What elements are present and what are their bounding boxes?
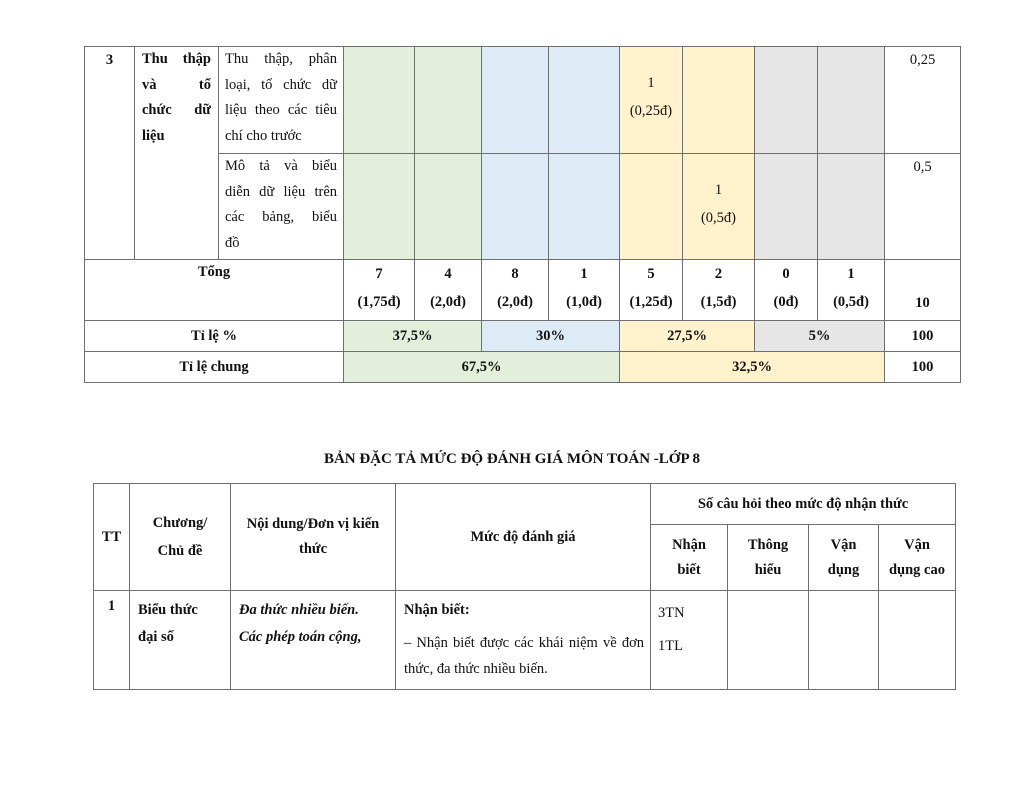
- total-points: (0đ): [773, 294, 799, 310]
- topic-cell: [135, 47, 219, 260]
- header-content-line: thức: [298, 541, 328, 557]
- total-count: 1: [580, 266, 588, 282]
- question-count: 1: [714, 182, 723, 198]
- matrix-cell: [818, 154, 885, 260]
- matrix-table: [84, 46, 961, 383]
- unit-cell: [219, 47, 344, 154]
- header-row: [94, 484, 956, 525]
- unit-line: loại, tổ chức dữ: [225, 76, 337, 93]
- header-understand: [728, 525, 809, 591]
- general-ratio-value: 32,5%: [620, 352, 885, 383]
- total-row: [85, 260, 961, 321]
- apply-high-cell: [879, 591, 956, 690]
- header-chapter-line: Chủ đề: [157, 543, 203, 559]
- apply-cell: [809, 591, 879, 690]
- total-cell: [755, 260, 818, 321]
- row-number: 3: [85, 47, 135, 260]
- content-cell: [231, 591, 396, 690]
- ratio-total: 100: [885, 321, 961, 352]
- header-line: dụng: [827, 561, 860, 578]
- unit-line: liệu theo các tiêu: [225, 102, 337, 118]
- total-points: (2,0đ): [430, 294, 466, 310]
- grand-total: 10: [885, 260, 961, 321]
- ratio-value: 27,5%: [620, 321, 755, 352]
- total-cell: [549, 260, 620, 321]
- unit-line: diễn dữ liệu trên: [225, 183, 337, 200]
- recognize-count: 1TL: [658, 638, 683, 654]
- unit-line: các bảng, biểu: [225, 209, 337, 225]
- total-count: 2: [714, 266, 723, 282]
- total-cell: [683, 260, 755, 321]
- matrix-cell: [683, 154, 755, 260]
- header-tt: TT: [94, 484, 130, 591]
- ratio-value: 30%: [482, 321, 620, 352]
- level-cell: [396, 591, 651, 690]
- total-count: 4: [444, 266, 452, 282]
- row-number: 1: [94, 591, 130, 690]
- recognize-count: 3TN: [658, 605, 685, 621]
- spec-table: [93, 483, 956, 690]
- table-row: [85, 47, 961, 154]
- chapter-line: đại số: [138, 629, 174, 645]
- level-heading: Nhận biết:: [404, 602, 470, 618]
- total-points: (0,5đ): [833, 294, 869, 310]
- matrix-cell: [482, 154, 549, 260]
- question-points: (0,25đ): [629, 103, 673, 119]
- matrix-cell: [755, 154, 818, 260]
- general-ratio-value: 67,5%: [344, 352, 620, 383]
- total-count: 0: [782, 266, 790, 282]
- header-line: biết: [677, 561, 701, 578]
- understand-cell: [728, 591, 809, 690]
- question-points: (0,5đ): [700, 210, 737, 226]
- total-cell: [818, 260, 885, 321]
- total-count: 7: [375, 266, 383, 282]
- total-points-cell: 0,25: [885, 47, 961, 154]
- total-label: Tổng: [85, 260, 344, 321]
- matrix-cell: [818, 47, 885, 154]
- total-points: (1,25đ): [629, 294, 673, 310]
- total-count: 5: [647, 266, 655, 282]
- total-cell: [344, 260, 415, 321]
- general-ratio-total: 100: [885, 352, 961, 383]
- topic-line: chức dữ: [142, 102, 211, 118]
- header-recognize: [651, 525, 728, 591]
- total-cell: [415, 260, 482, 321]
- total-points: (1,5đ): [700, 294, 737, 310]
- total-points-cell: 0,5: [885, 154, 961, 260]
- matrix-cell: [549, 47, 620, 154]
- header-level: Mức độ đánh giá: [396, 484, 651, 591]
- content-line: Đa thức nhiều biến.: [239, 602, 359, 618]
- matrix-cell: [683, 47, 755, 154]
- matrix-cell: [344, 47, 415, 154]
- header-content-line: Nội dung/Đơn vị kiến: [246, 516, 380, 532]
- header-apply: [809, 525, 879, 591]
- header-content: [231, 484, 396, 591]
- unit-line: Thu thập, phân: [225, 51, 337, 67]
- general-ratio-row: [85, 352, 961, 383]
- matrix-cell: [482, 47, 549, 154]
- header-line: Vận: [904, 536, 930, 553]
- header-line: hiểu: [754, 561, 782, 578]
- level-text: – Nhận biết được các khái niệm về đơn thức, đa thức nhiều biến.: [404, 635, 644, 677]
- unit-cell: [219, 154, 344, 260]
- recognize-cell: [651, 591, 728, 690]
- general-ratio-label: Tỉ lệ chung: [85, 352, 344, 383]
- ratio-value: 5%: [755, 321, 885, 352]
- header-line: dụng cao: [888, 561, 945, 578]
- content-line: Các phép toán cộng,: [239, 629, 362, 645]
- matrix-cell: [415, 154, 482, 260]
- unit-line: đồ: [225, 234, 240, 251]
- unit-line: chí cho trước: [225, 127, 302, 144]
- table-row: [94, 591, 956, 690]
- matrix-cell: [755, 47, 818, 154]
- total-points: (2,0đ): [497, 294, 533, 310]
- total-count: 1: [847, 266, 855, 282]
- header-chapter: [130, 484, 231, 591]
- total-count: 8: [511, 266, 519, 282]
- ratio-value: 37,5%: [344, 321, 482, 352]
- total-points: (1,75đ): [357, 294, 401, 310]
- unit-line: Mô tả và biểu: [225, 158, 337, 174]
- ratio-row: [85, 321, 961, 352]
- header-line: Nhận: [672, 536, 706, 553]
- ratio-label: Tỉ lệ %: [85, 321, 344, 352]
- topic-line: Thu thập: [142, 51, 211, 67]
- header-line: Thông: [747, 536, 789, 553]
- header-chapter-line: Chương/: [152, 515, 208, 531]
- matrix-cell: [620, 47, 683, 154]
- header-question-group: Số câu hỏi theo mức độ nhận thức: [651, 484, 956, 525]
- chapter-line: Biểu thức: [138, 602, 198, 618]
- question-count: 1: [647, 75, 655, 91]
- topic-line: liệu: [142, 127, 165, 144]
- topic-line: và tổ: [142, 76, 211, 93]
- total-points: (1,0đ): [566, 294, 602, 310]
- matrix-cell: [415, 47, 482, 154]
- matrix-cell: [344, 154, 415, 260]
- spec-table-title: BẢN ĐẶC TẢ MỨC ĐỘ ĐÁNH GIÁ MÔN TOÁN -LỚP 8: [323, 451, 701, 467]
- header-line: Vận: [830, 536, 857, 553]
- total-cell: [482, 260, 549, 321]
- matrix-cell: [549, 154, 620, 260]
- header-apply-high: [879, 525, 956, 591]
- total-cell: [620, 260, 683, 321]
- matrix-cell: [620, 154, 683, 260]
- chapter-cell: [130, 591, 231, 690]
